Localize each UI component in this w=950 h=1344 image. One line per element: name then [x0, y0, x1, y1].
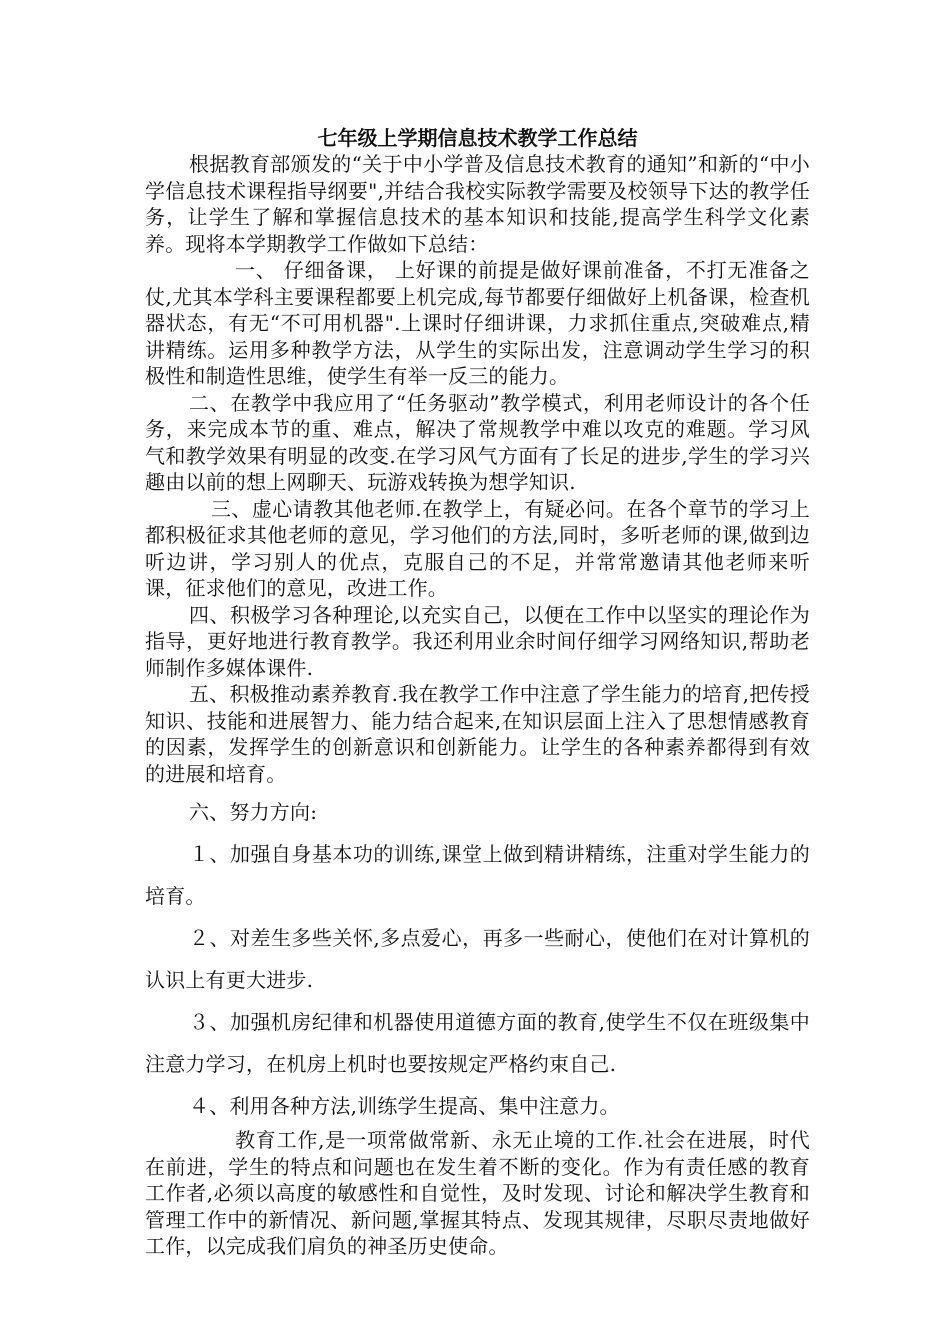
paragraph-section-4: 四、积极学习各种理论,以充实自己，以便在工作中以坚实的理论作为指导，更好地进行教育教学。我还利用业余时间仔细学习网络知识,帮助老师制作多媒体课件.	[145, 602, 810, 680]
paragraph-conclusion: 教育工作,是一项常做常新、永无止境的工作.社会在进展，时代在前进，学生的特点和问题也在发生着不断的变化。作为有责任感的教育工作者,必须以高度的敏感性和自觉性，及时发现、讨论和解决学生教育和管理工作中的新情况、新问题,掌握其特点、发现其规律，尽职尽责地做好工作，以完成我们肩负的神圣历史使命。	[145, 1128, 810, 1258]
paragraph-section-2: 二、在教学中我应用了“任务驱动”教学模式，利用老师设计的各个任务，来完成本节的重、难点，解决了常规教学中难以攻克的难题。学习风气和教学效果有明显的改变.在学习风气方面有了长足的进步,学生的学习兴趣由以前的想上网聊天、玩游戏转换为想学知识.	[145, 390, 810, 494]
document-title: 七年级上学期信息技术教学工作总结	[317, 126, 638, 150]
paragraph-section-1: 一、 仔细备课， 上好课的前提是做好课前准备，不打无准备之仗,尤其本学科主要课程都要上机完成,每节都要仔细做好上机备课，检查机器状态，有无“不可用机器".上课时仔细讲课，力求抓住重点,突破难点,精讲精练。运用多种教学方法，从学生的实际出发，注意调动学生学习的积极性和制造性思维，使学生有举一反三的能力。	[145, 258, 810, 388]
paragraph-section-3: 三、虚心请教其他老师.在教学上，有疑必问。在各个章节的学习上都积极征求其他老师的意见，学习他们的方法,同时，多听老师的课,做到边听边讲，学习别人的优点，克服自己的不足，并常常邀请其他老师来听课，征求他们的意见，改进工作。	[145, 496, 810, 600]
list-item-4: ４、利用各种方法,训练学生提高、集中注意力。	[189, 1094, 620, 1118]
list-item-3: ３、加强机房纪律和机器使用道德方面的教育,使学生不仅在班级集中注意力学习，在机房上机时也要按规定严格约束自己.	[145, 1010, 810, 1076]
document-body	[145, 125, 810, 1260]
paragraph-intro: 根据教育部颁发的“关于中小学普及信息技术教育的通知”和新的“中小学信息技术课程指导纲要",并结合我校实际教学需要及校领导下达的教学任务，让学生了解和掌握信息技术的基本知识和技能,提高学生科学文化素养。现将本学期教学工作做如下总结：	[145, 152, 810, 256]
list-item-2: ２、对差生多些关怀,多点爱心，再多一些耐心，使他们在对计算机的认识上有更大进步.	[145, 926, 810, 992]
list-item-1: １、加强自身基本功的训练,课堂上做到精讲精练，注重对学生能力的培育。	[145, 842, 810, 908]
paragraph-section-5: 五、积极推动素养教育.我在教学工作中注意了学生能力的培育,把传授知识、技能和进展智力、能力结合起来,在知识层面上注入了思想情感教育的因素，发挥学生的创新意识和创新能力。让学生的各种素养都得到有效的进展和培育。	[145, 682, 810, 786]
paragraph-section-6-heading: 六、努力方向:	[189, 800, 318, 824]
